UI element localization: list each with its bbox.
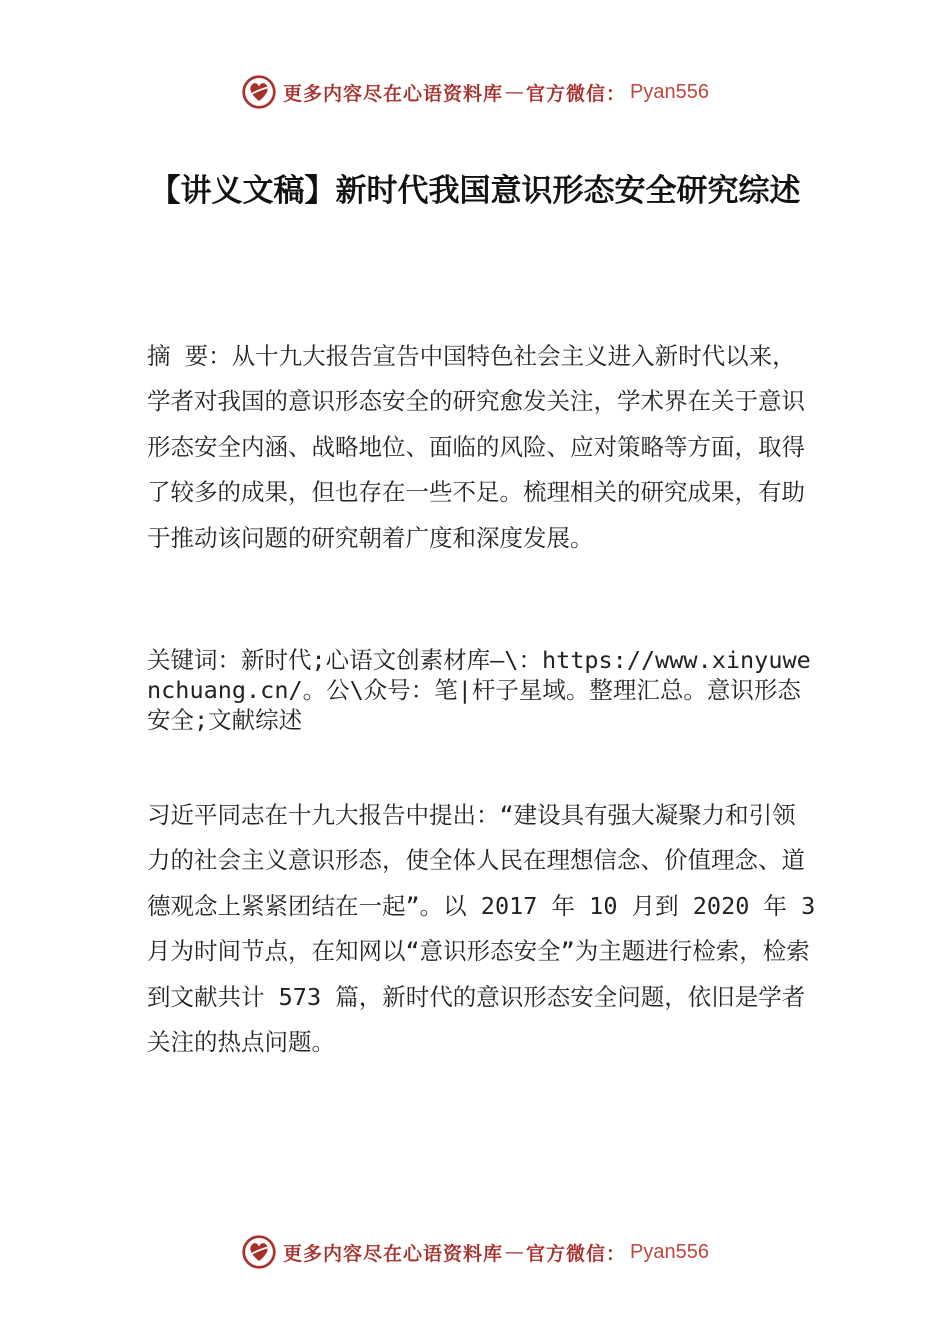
banner-separator: — [505, 81, 525, 103]
banner-text: 更多内容尽在心语资料库 [283, 82, 504, 105]
abstract-paragraph: 摘 要：从十九大报告宣告中国特色社会主义进入新时代以来，学者对我国的意识形态安全的研究愈发关注，学术界在关于意识形态安全内涵、战略地位、面临的风险、应对策略等方面，取得了较多的成果，但也存在一些不足。梳理相关的研究成果，有助于推动该问题的研究朝着广度和深度发展。 [147, 342, 805, 552]
heart-swirl-logo-icon [241, 74, 277, 110]
header-banner [0, 72, 950, 112]
body-paragraph: 习近平同志在十九大报告中提出：“建设具有强大凝聚力和引领力的社会主义意识形态，使全体人民在理想信念、价值理念、道德观念上紧紧团结在一起”。以 2017 年 10 月到 2020 年 3 月为时间节点，在知网以“意识形态安全”为主题进行检索，检索到文献共计 573 篇，新时代的意识形态安全问题，依旧是学者关注的热点问题。 [147, 801, 816, 1057]
banner-wechat-id: Pyan556 [630, 80, 709, 103]
document-title: 【讲义文稿】新时代我国意识形态安全研究综述 [149, 173, 801, 209]
footer-banner [0, 1232, 950, 1272]
banner-separator: — [505, 1241, 525, 1263]
banner-text: 更多内容尽在心语资料库 [283, 1242, 504, 1265]
keywords-paragraph: 关键词：新时代;心语文创素材库—\：https://www.xinyuwenchuang.cn/。公\众号：笔|杆子星域。整理汇总。意识形态安全;文献综述 [147, 646, 811, 734]
banner-wechat-id: Pyan556 [630, 1240, 709, 1263]
banner-wechat-label: 官方微信： [526, 1242, 627, 1265]
banner-wechat-label: 官方微信： [526, 82, 627, 105]
heart-swirl-logo-icon [241, 1234, 277, 1270]
